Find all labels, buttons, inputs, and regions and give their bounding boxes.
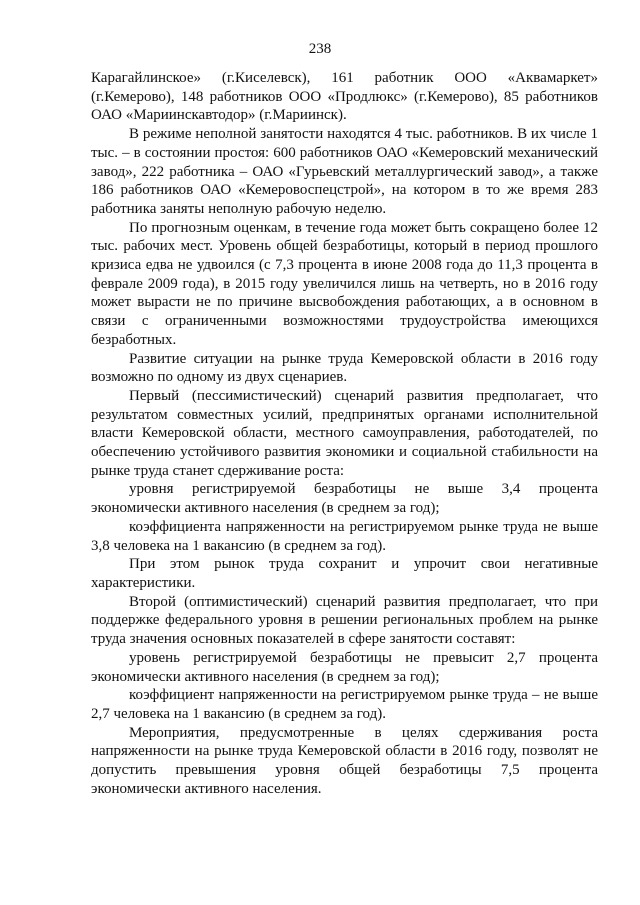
paragraph-part-time-employment: В режиме неполной занятости находятся 4 тыс. работников. В их числе 1 тыс. – в состоянии простоя: 600 работников ОАО «Кемеровский механический завод», 222 работника – ОАО «Гурьевский металлургический завод», а также 186 работников ОАО «Кемеровоспецстрой», на котором в то же время 283 работника заняты неполную рабочую неделю.: [91, 126, 598, 217]
paragraph-measures: Мероприятия, предусмотренные в целях сдерживания роста напряженности на рынке труда Кемеровской области в 2016 году, позволят не допустить превышения уровня общей безработицы 7,5 процента экономически активного населения.: [91, 724, 598, 797]
paragraph-optimistic-tension: коэффициент напряженности на регистрируемом рынке труда – не выше 2,7 человека на 1 вакансию (в среднем за год).: [91, 687, 598, 722]
paragraph-forecast-estimates: По прогнозным оценкам, в течение года может быть сокращено более 12 тыс. рабочих мест. Уровень общей безработицы, который в период прошлого кризиса едва не удвоился (с 7,3 процента в июне 2008 года до 11,3 процента в феврале 2009 года), в 2015 году увеличился лишь на четверть, но в 2016 году может вырасти не по причине высвобождения работающих, а в основном в связи с ограниченными возможностями трудоустройства имеющихся безработных.: [91, 219, 598, 348]
page-number: 238: [308, 41, 332, 57]
paragraph-optimistic-scenario: Второй (оптимистический) сценарий развития предполагает, что при поддержке федерального уровня в решении региональных проблем на рынке труда значения основных показателей в сфере занятости составят:: [91, 593, 598, 648]
paragraph-pessimistic-tension: коэффициента напряженности на регистрируемом рынке труда не выше 3,8 человека на 1 вакансию (в среднем за год).: [91, 518, 598, 554]
paragraph-scenarios-intro: Развитие ситуации на рынке труда Кемеровской области в 2016 году возможно по одному из двух сценариев.: [91, 350, 598, 386]
paragraph-optimistic-unemployment: уровень регистрируемой безработицы не превысит 2,7 процента экономически активного населения (в среднем за год);: [91, 649, 598, 685]
paragraph-employers-list: Карагайлинское» (г.Киселевск), 161 работник ООО «Аквамаркет» (г.Кемерово), 148 работников ООО «Продлюкс» (г.Кемерово), 85 работников ОАО «Мариинскавтодор» (г.Мариинск).: [91, 70, 598, 124]
document-body: [91, 69, 598, 798]
paragraph-pessimistic-scenario: Первый (пессимистический) сценарий развития предполагает, что результатом совместных усилий, предпринятых органами исполнительной власти Кемеровской области, местного самоуправления, работодателей, по обеспечению устойчивого развития экономики и социальной стабильности на рынке труда станет сдерживание роста:: [91, 387, 598, 479]
paragraph-negative-characteristics: При этом рынок труда сохранит и упрочит свои негативные характеристики.: [91, 556, 598, 591]
paragraph-pessimistic-unemployment: уровня регистрируемой безработицы не выше 3,4 процента экономически активного населения (в среднем за год);: [91, 481, 598, 517]
